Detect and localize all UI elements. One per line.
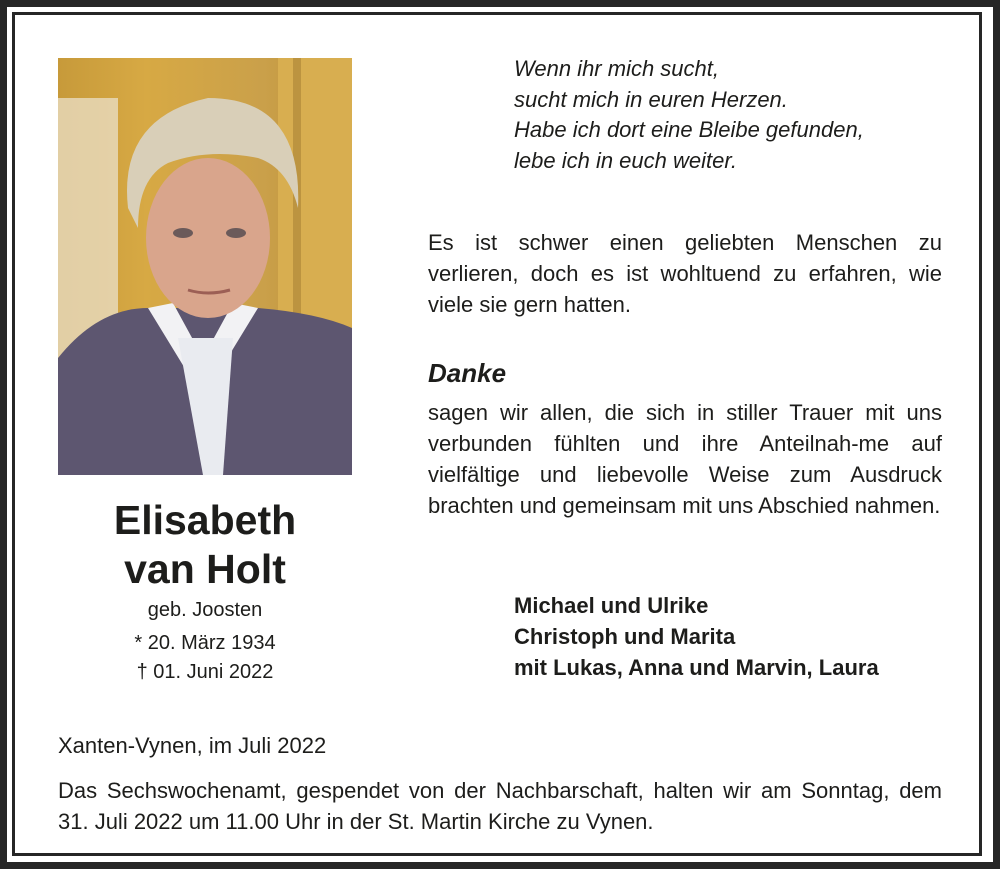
portrait-photo [58, 58, 352, 475]
death-date: † 01. Juni 2022 [136, 661, 274, 683]
poem-line: lebe ich in euch weiter. [514, 147, 737, 173]
birth-date: * 20. März 1934 [134, 632, 276, 654]
signature-line: Michael und Ulrike [514, 593, 709, 618]
poem-line: Habe ich dort eine Bleibe gefunden, [514, 117, 864, 142]
place-date: Xanten-Vynen, im Juli 2022 [58, 733, 327, 758]
deceased-name [58, 496, 352, 594]
first-name: Elisabeth [113, 497, 297, 543]
signatures [514, 590, 879, 683]
danke-text: sagen wir allen, die sich in stiller Trauer mit uns verbunden fühlten und ihre Anteilnah-me auf vielfältige und liebevolle Weise zum Ausdruck brachten und gemeinsam mit uns Abschied nahmen. [428, 400, 942, 518]
signature-line: mit Lukas, Anna und Marvin, Laura [514, 655, 879, 680]
intro-text: Es ist schwer einen geliebten Menschen zu verlieren, doch es ist wohltuend zu erfahren, wie viele sie gern hatten. [428, 230, 942, 317]
poem-line: sucht mich in euren Herzen. [514, 86, 788, 112]
last-name: van Holt [124, 546, 286, 592]
poem [514, 54, 864, 176]
poem-line: Wenn ihr mich sucht, [514, 56, 720, 81]
signature-line: Christoph und Marita [514, 624, 736, 649]
birth-name: geb. Joosten [147, 599, 263, 621]
service-note: Das Sechswochenamt, gespendet von der Nachbarschaft, halten wir am Sonntag, dem 31. Juli 2022 um 11.00 Uhr in der St. Martin Kirche zu Vynen. [58, 778, 942, 834]
danke-heading: Danke [428, 358, 507, 388]
